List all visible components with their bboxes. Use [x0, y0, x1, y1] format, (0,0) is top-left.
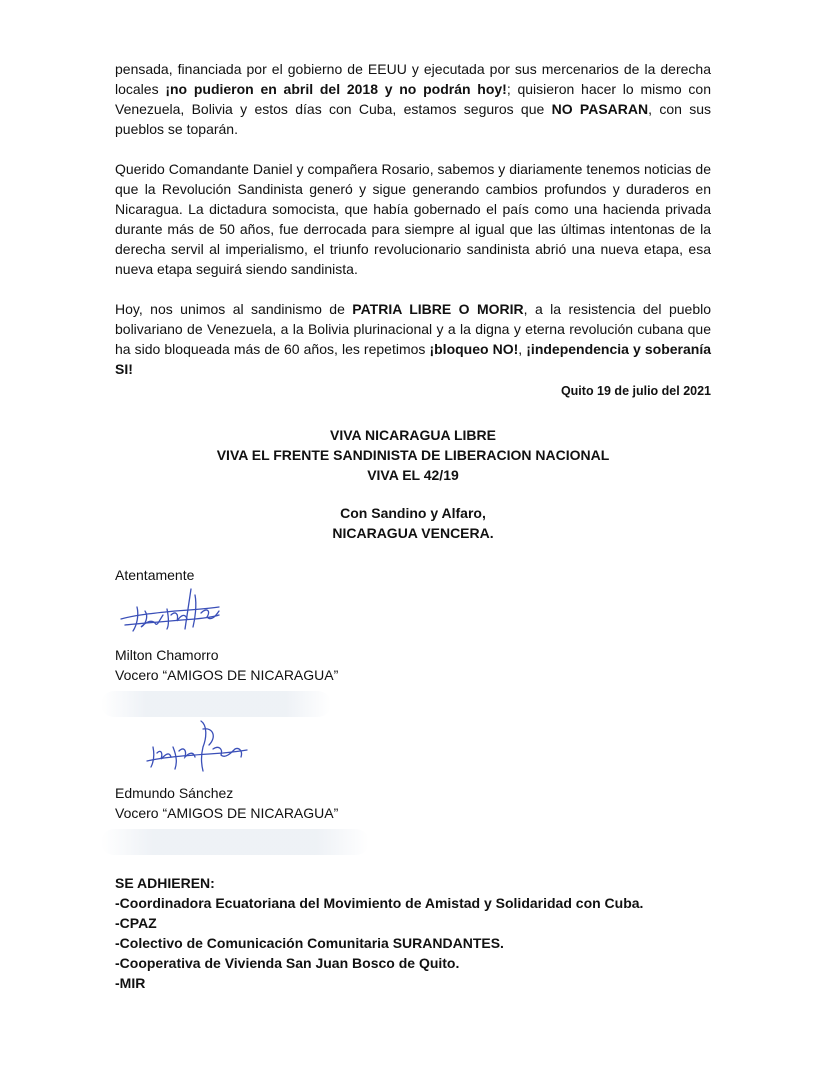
p3-bold-d: ¡bloqueo NO! [429, 341, 519, 357]
closing-line-1: Con Sandino y Alfaro, [340, 505, 486, 521]
adherents-title: SE ADHIEREN: [115, 875, 215, 891]
adherent-5: -MIR [115, 975, 146, 991]
salutation: Atentamente [115, 567, 195, 583]
signature-1 [115, 585, 711, 645]
signature-1-image [115, 585, 225, 647]
paragraph-1 [115, 59, 711, 139]
signature-2 [115, 717, 711, 783]
p1-text-c: ; quisieron hacer lo mismo con Venezuela, Bolivia y estos días con Cuba, estamos seguros que [115, 81, 711, 117]
signer-2-role: Vocero “AMIGOS DE NICARAGUA” [115, 805, 339, 821]
slogan-2: VIVA EL FRENTE SANDINISTA DE LIBERACION NACIONAL [216, 447, 610, 463]
p1-bold-b: ¡no pudieron en abril del 2018 y no podrán hoy! [165, 81, 507, 97]
closing-line-2: NICARAGUA VENCERA. [332, 525, 494, 541]
letter-date: Quito 19 de julio del 2021 [560, 384, 711, 398]
p3-bold-f: ¡independencia y soberanía SI! [115, 341, 712, 377]
letter-page [115, 59, 711, 993]
p1-bold-d: NO PASARAN [551, 101, 649, 117]
p1-text-a: pensada, financiada por el gobierno de EEUU y ejecutada por sus mercenarios de la derecha locales [115, 61, 711, 97]
signature-2-image [143, 717, 253, 783]
p3-text-a: Hoy, nos unimos al sandinismo de [115, 301, 353, 317]
slogan-1: VIVA NICARAGUA LIBRE [330, 427, 496, 443]
p3-text-e: , [518, 341, 527, 357]
paragraph-3 [115, 299, 711, 379]
adherent-2: -CPAZ [115, 915, 157, 931]
slogan-3: VIVA EL 42/19 [367, 467, 459, 483]
signer-2-name: Edmundo Sánchez [115, 785, 234, 801]
p3-text-c: , a la resistencia del pueblo bolivariano de Venezuela, a la Bolivia plurinacional y a la digna y eterna revolución cubana que ha sido bloqueada más de 60 años, les repetimos [115, 301, 712, 357]
adherent-1: -Coordinadora Ecuatoriana del Movimiento de Amistad y Solidaridad con Cuba. [115, 895, 644, 911]
redacted-contact-1 [101, 691, 331, 717]
adherent-3: -Colectivo de Comunicación Comunitaria SURANDANTES. [115, 935, 504, 951]
p3-bold-b: PATRIA LIBRE O MORIR [352, 301, 524, 317]
p1-text-e: , con sus pueblos se toparán. [115, 101, 712, 137]
paragraph-2: Querido Comandante Daniel y compañera Rosario, sabemos y diariamente tenemos noticias de que la Revolución Sandinista generó y sigue generando cambios profundos y duraderos en Nicaragua. La dictadura somocista, que había gobernado el país como una hacienda privada durante más de 50 años, fue derrocada para siempre al igual que las últimas intentonas de la derecha servil al imperialismo, el triunfo revolucionario sandinista abrió una nueva etapa, esa nueva etapa seguirá siendo sandinista. [115, 161, 711, 277]
adherent-4: -Cooperativa de Vivienda San Juan Bosco de Quito. [115, 955, 460, 971]
signer-1-name: Milton Chamorro [115, 647, 219, 663]
signer-1-role: Vocero “AMIGOS DE NICARAGUA” [115, 667, 339, 683]
redacted-contact-2 [101, 829, 369, 855]
